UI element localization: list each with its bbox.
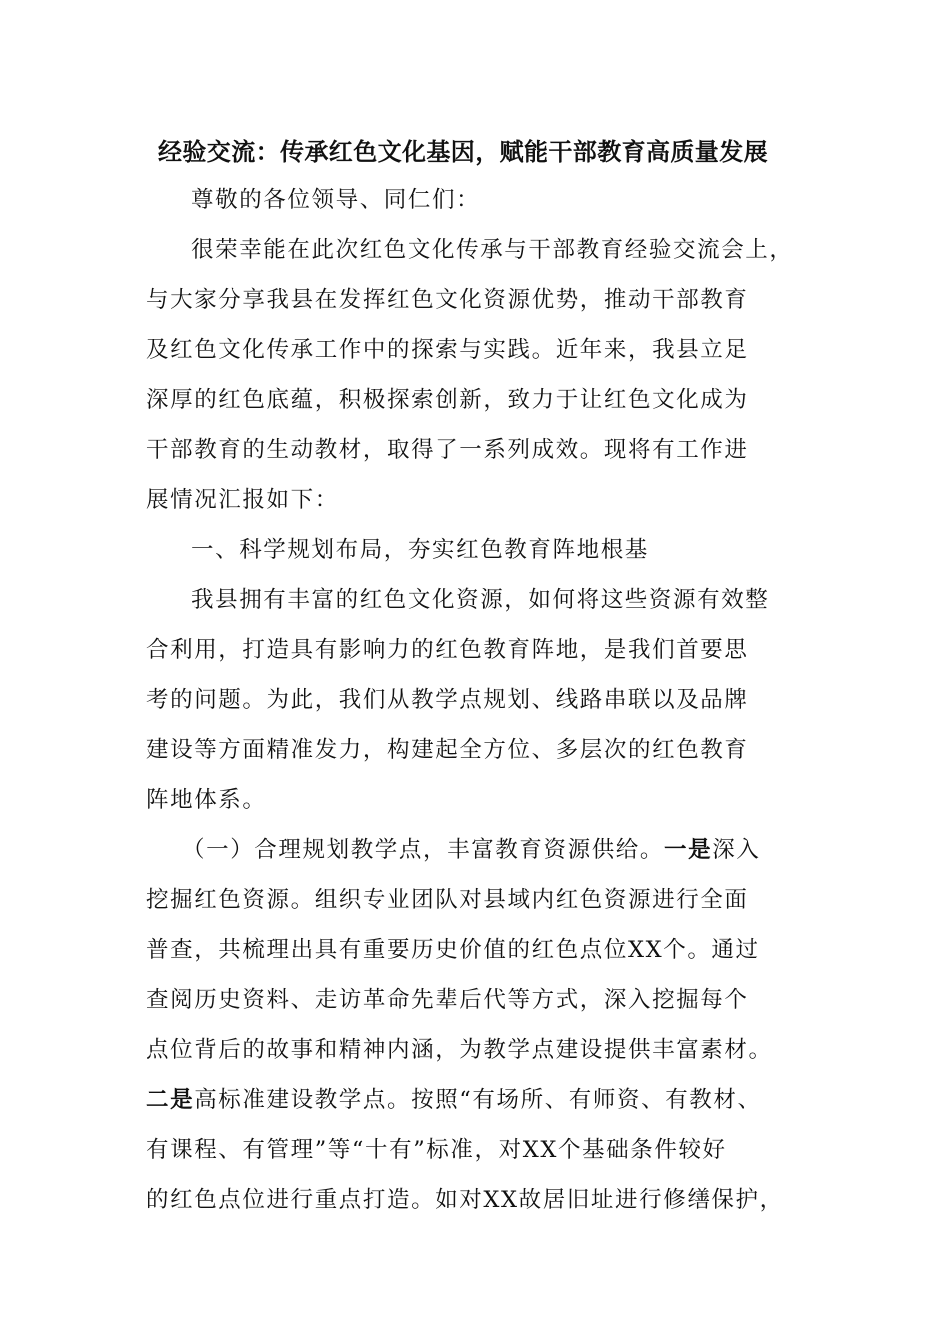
paragraph-line: 及红色文化传承工作中的探索与实践。近年来，我县立足 bbox=[146, 337, 749, 363]
section-heading: 一、科学规划布局，夯实红色教育阵地根基 bbox=[191, 537, 649, 563]
bold-marker-first: 一是 bbox=[664, 837, 713, 863]
paragraph-line: 阵地体系。 bbox=[146, 787, 267, 813]
document-title: 经验交流：传承红色文化基因，赋能干部教育高质量发展 bbox=[158, 137, 768, 166]
paragraph-line: 干部教育的生动教材，取得了一系列成效。现将有工作进 bbox=[146, 437, 749, 463]
paragraph-line: 我县拥有丰富的红色文化资源，如何将这些资源有效整 bbox=[191, 587, 770, 613]
paragraph-line: 与大家分享我县在发挥红色文化资源优势，推动干部教育 bbox=[146, 287, 749, 313]
paragraph-line: 的红色点位进行重点打造。如对XX故居旧址进行修缮保护， bbox=[146, 1187, 784, 1213]
bold-marker-second: 二是 bbox=[146, 1087, 195, 1113]
subsection-line bbox=[182, 834, 760, 866]
paragraph-line: 有课程、有管理”等“十有”标准，对XX个基础条件较好 bbox=[146, 1137, 727, 1163]
paragraph-line: 很荣幸能在此次红色文化传承与干部教育经验交流会上， bbox=[191, 237, 794, 263]
salutation: 尊敬的各位领导、同仁们： bbox=[191, 187, 481, 213]
paragraph-line: 查阅历史资料、走访革命先辈后代等方式，深入挖掘每个 bbox=[146, 987, 749, 1013]
paragraph-line: 点位背后的故事和精神内涵，为教学点建设提供丰富素材。 bbox=[146, 1037, 773, 1063]
paragraph-line bbox=[146, 1084, 762, 1116]
paragraph-line: 展情况汇报如下： bbox=[146, 487, 339, 513]
paragraph-line: 挖掘红色资源。组织专业团队对县域内红色资源进行全面 bbox=[146, 887, 749, 913]
inline-text: 深入 bbox=[712, 837, 761, 863]
paragraph-line: 合利用，打造具有影响力的红色教育阵地，是我们首要思 bbox=[146, 637, 749, 663]
paragraph-line: 普查，共梳理出具有重要历史价值的红色点位XX个。通过 bbox=[146, 937, 760, 963]
paragraph-line: 深厚的红色底蕴，积极探索创新，致力于让红色文化成为 bbox=[146, 387, 749, 413]
subsection-heading: （一）合理规划教学点，丰富教育资源供给。 bbox=[182, 837, 665, 863]
paragraph-line: 考的问题。为此，我们从教学点规划、线路串联以及品牌 bbox=[146, 687, 749, 713]
paragraph-line: 建设等方面精准发力，构建起全方位、多层次的红色教育 bbox=[146, 737, 749, 763]
inline-text: 高标准建设教学点。按照“有场所、有师资、有教材、 bbox=[194, 1087, 762, 1113]
